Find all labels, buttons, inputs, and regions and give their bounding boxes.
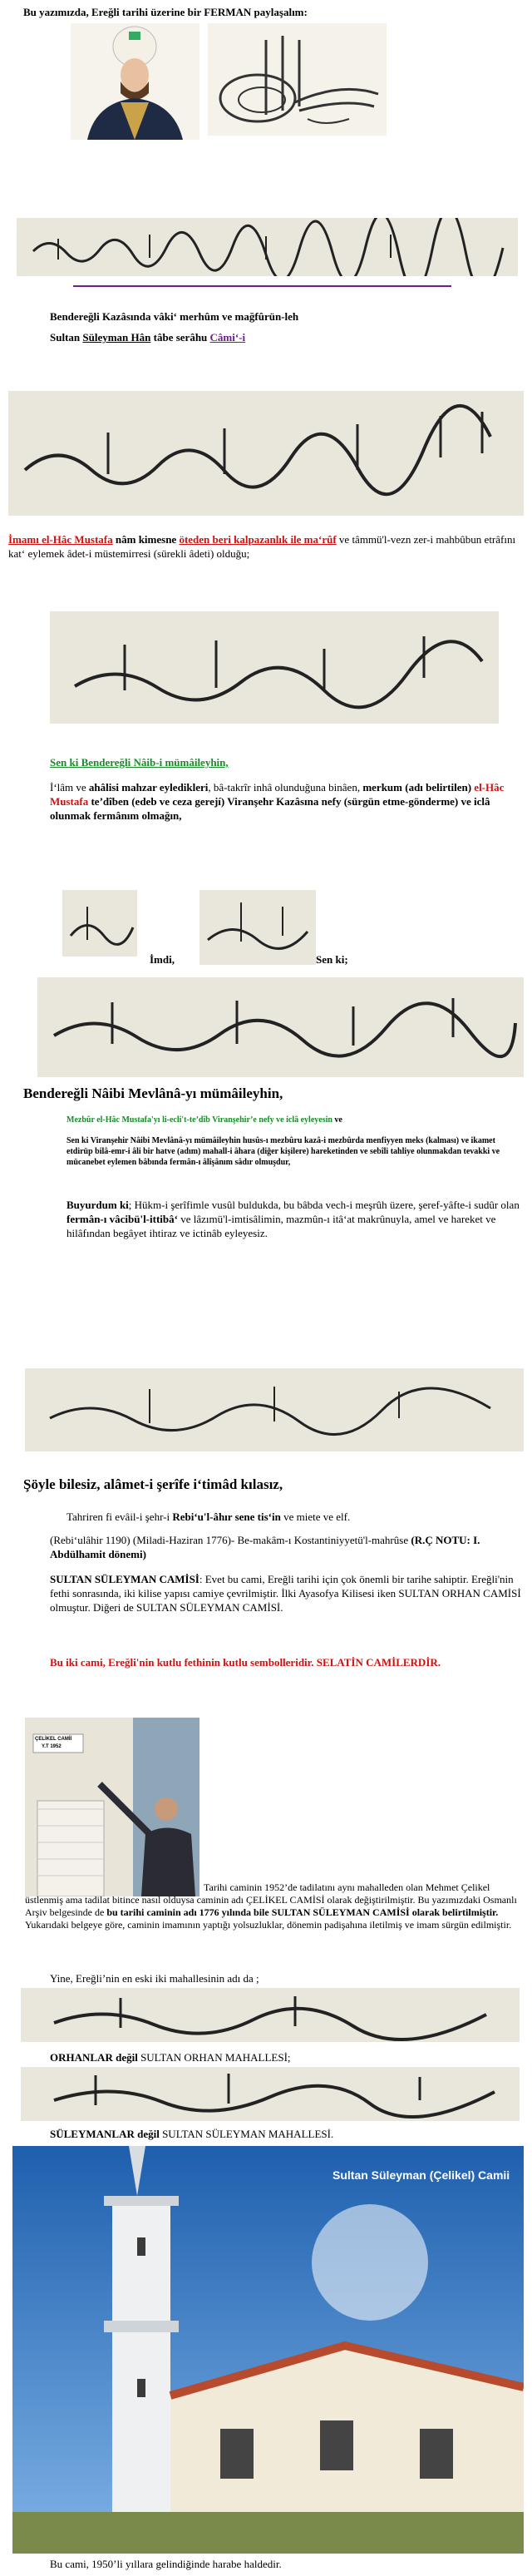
caption-1b-pre: Sultan — [50, 331, 83, 344]
manuscript-word-1 — [62, 890, 137, 957]
paragraph-date — [50, 1533, 524, 1561]
p9-c: ve miete ve elf. — [280, 1510, 351, 1523]
suleyman-line — [50, 2127, 333, 2141]
p2-title: Sen ki Bendereğli Nâib-i mümâileyhin, — [50, 756, 229, 769]
p7-b: ; Hükm-i şerîfimle vusûl buldukda, bu bâbda vech-i meşrûh üzere, şeref-yâfte-i sudûr olan — [128, 1199, 520, 1211]
paragraph-ilam — [50, 780, 524, 823]
p7-a: Buyurdum ki — [66, 1199, 129, 1211]
p3-c: , bâ-takrîr inhâ olunduğuna binâen, — [208, 781, 363, 794]
mosque-photo — [12, 2146, 524, 2554]
p3-b: ahâlisi mahzar eyledikleri — [88, 781, 209, 794]
sultan-portrait-image — [71, 23, 200, 140]
manuscript-excerpt-1 — [17, 218, 518, 276]
imdi-text: İmdi, — [150, 953, 175, 966]
paragraph-tahriren — [66, 1510, 524, 1524]
p5-b: ve — [332, 1115, 342, 1125]
caption-1b — [50, 330, 515, 344]
photo-caption: Sultan Süleyman (Çelikel) Camii — [332, 2168, 510, 2182]
paragraph-imam — [8, 532, 524, 561]
suley-b: SULTAN SÜLEYMAN MAHALLESİ. — [159, 2128, 334, 2140]
caption-1a: Bendereğli Kazâsında vâki‘ merhûm ve mağfûrün-leh — [50, 310, 299, 323]
p9-b: Rebi‘u'l-âhır sene tis‘in — [172, 1510, 281, 1523]
p13-c: Yukarıdaki belgeye göre, caminin imamının yaptığı yolsuzluklar, dönemin padişahına iletilmiş ve imam sürgün edilmiştir. — [25, 1919, 512, 1931]
imam-name: İmamı el-Hâc Mustafa — [8, 533, 113, 546]
paragraph-sultan-suleyman — [50, 1572, 524, 1614]
final-caption: Bu cami, 1950’li yıllara gelindiğinde harabe haldedir. — [50, 2558, 282, 2570]
manuscript-excerpt-2 — [8, 391, 524, 516]
manuscript-word-2 — [200, 890, 316, 965]
p5-a: Mezbûr el-Hâc Mustafa'yı li-ecli't-te’dîb Viranşehir’e nefy ve iclâ eyleyesin — [66, 1115, 332, 1125]
manuscript-excerpt-5 — [25, 1368, 524, 1451]
paragraph-celikel — [25, 1881, 524, 1931]
paragraph-mahalle: Yine, Ereğli’nin en eski iki mahallesinin adı da ; — [50, 1972, 259, 1985]
p13-b: bu tarihi caminin adı 1776 yılında bile SULTAN SÜLEYMAN CAMİSİ olarak belirtilmiştir. — [106, 1906, 499, 1918]
p7-d: ve lâzımü'l-imtisâlimin, mazmûn-ı itâ‘at makrûnuyla, amel ve hareket ve hilâfından begâyet ihtiraz ve ictinâb eyleyesiz. — [66, 1213, 496, 1239]
p7-c: fermân-ı vâcibü'l-ittibâ‘ — [66, 1213, 178, 1225]
manuscript-excerpt-4 — [37, 977, 524, 1077]
manuscript-orhanlar — [21, 1988, 520, 2042]
tugra-image — [208, 23, 387, 136]
paragraph-selatin: Bu iki cami, Ereğli'nin kutlu fethinin kutlu sembolleridir. SELATİN CAMİLERDİR. — [50, 1656, 441, 1669]
p1-d: ve tâmmü'l-vezn zer-i mahbûbun etrâfını kat‘ eylemek âdet-i müstemirresi (sürekli âdeti) olduğu; — [8, 533, 516, 560]
manuscript-suleymanlar — [21, 2067, 520, 2121]
p9-a: Tahriren fi evâil-i şehr-i — [66, 1510, 173, 1523]
p1-b: nâm kimesne — [112, 533, 180, 546]
caption-1b-name: Süleyman Hân — [82, 331, 151, 344]
p11-a: SULTAN SÜLEYMAN CAMİSİ — [50, 1573, 200, 1585]
manuscript-excerpt-3 — [50, 611, 499, 724]
cami-link[interactable]: Câmi‘-i — [209, 331, 246, 344]
p1-highlight: öteden beri kalpazanlık ile ma‘rûf — [179, 533, 337, 546]
orhan-b: SULTAN ORHAN MAHALLESİ; — [137, 2051, 291, 2064]
paragraph-buyurdum — [66, 1198, 524, 1240]
orhan-line — [50, 2050, 291, 2064]
p3-e: el-Hâc Mustafa — [50, 781, 505, 808]
senki-text: Sen ki; — [316, 953, 348, 966]
orhan-a: ORHANLAR değil — [50, 2051, 138, 2064]
intro-text: Bu yazımızda, Ereğli tarihi üzerine bir FERMAN paylaşalım: — [23, 6, 308, 18]
suley-a: SÜLEYMANLAR değil — [50, 2128, 160, 2140]
p3-d: merkum (adı belirtilen) — [362, 781, 475, 794]
p3-f: te’dîben (edeb ve ceza gerejí) Viranşehr Kazâsına nefy (sürgün etme-gönderme) ve iclâ olunmak fermânım olmağın, — [50, 795, 490, 822]
p11-b: : Evet bu cami, Ereğli tarihi için çok önemli bir tarihe sahiptir. Ereğli'nin fethi sonrasında, iki kilise yapısı camiye çevrilmiştir. İlki Ayasofya Kilisesi iken SULTAN ORHAN CAMİSİ olmuştur. Diğeri de SULTAN SÜLEYMAN CAMİSİ. — [50, 1573, 521, 1614]
sign-line-2: Y.T 1952 — [42, 1744, 62, 1749]
paragraph-nefy — [66, 1115, 524, 1125]
p3-a: İ‘lâm ve — [50, 781, 89, 794]
p4-title: Bendereğli Nâibi Mevlânâ-yı mümâileyhin, — [23, 1085, 283, 1101]
caption-1b-mid: tâbe serâhu — [150, 331, 210, 344]
divider — [73, 285, 451, 287]
paragraph-viransehir: Sen ki Viranşehir Nâibi Mevlânâ-yı mümâileyhin husûs-ı mezbûru kazâ-i mezbûrda menfiyyen meks (kalması) ve ikamet etdirüp bilâ-emr-i âli bir hatve (adım) mahall-i âhara (diğer kişilere) hareketinden ve sebîli tahliye olunmakdan tevakki ve mücanebet eylemen bâbında fermân-ı âlîşânım sâdır olmuşdur, — [66, 1136, 500, 1167]
p8-title: Şöyle bilesiz, alâmet-i şerîfe i‘timâd kılasız, — [23, 1476, 283, 1492]
sign-line-1: ÇELİKEL CAMİİ — [35, 1737, 72, 1742]
p13-a: Tarihi caminin 1952’de tadilatını aynı mahalleden olan Mehmet Çelikel üstlenmiş ama tadilat bitince nasıl olduysa caminin adı ÇELİKEL CAMİSİ olarak değiştirilmiştir. Bu yazımızdaki Osmanlı Arşiv belgesinde de — [25, 1881, 517, 1918]
p10-b: (R.Ç NOTU: I. Abdülhamit dönemi) — [50, 1534, 480, 1560]
p10-a: (Rebi‘ulâhir 1190) (Miladi-Haziran 1776)- Be-makâm-ı Kostantiniyyetü'l-mahrûse — [50, 1534, 411, 1546]
